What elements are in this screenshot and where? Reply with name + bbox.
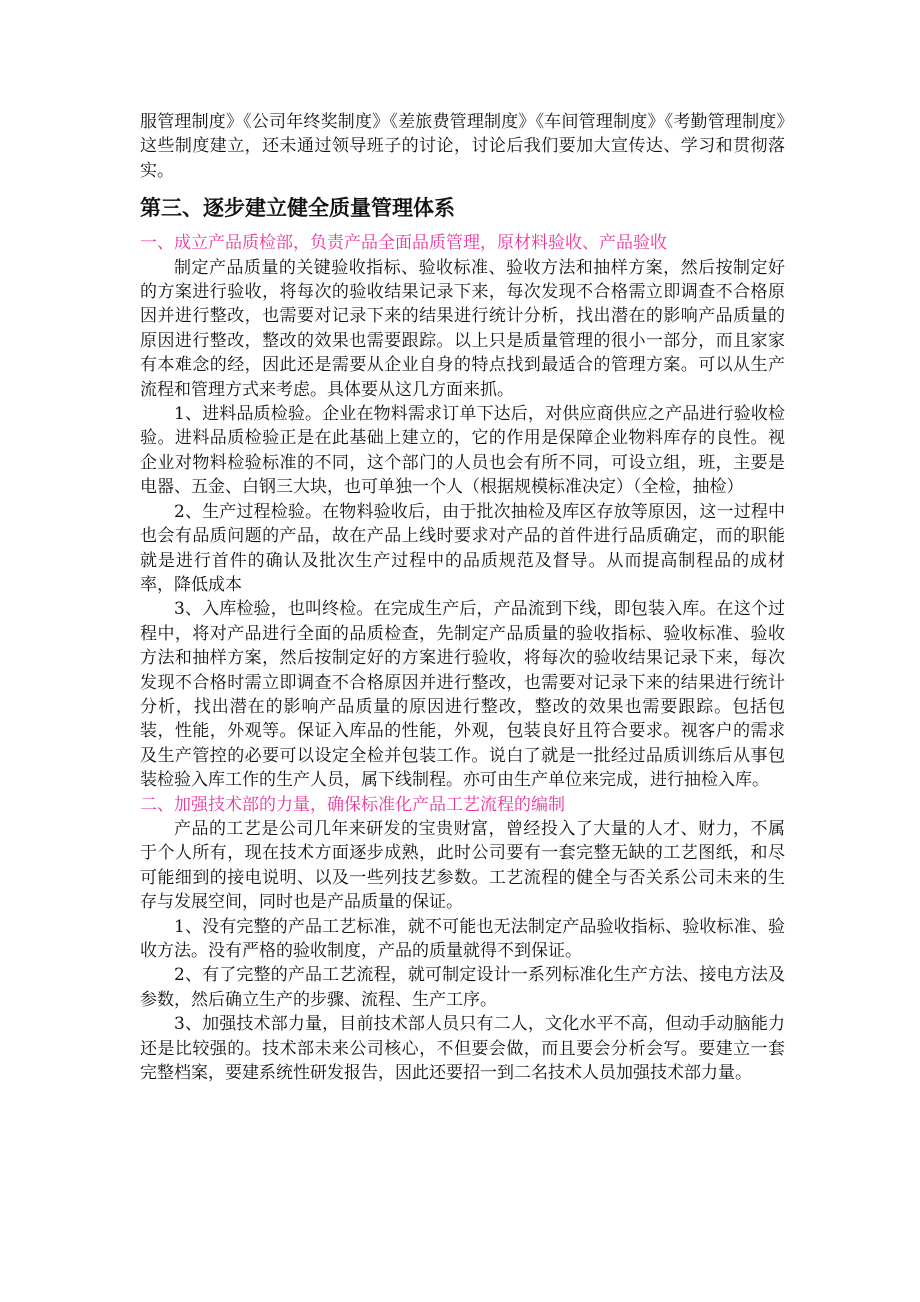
intro-paragraph: 服管理制度》《公司年终奖制度》《差旅费管理制度》《车间管理制度》《考勤管理制度》这些制度建立，还未通过领导班子的讨论，讨论后我们要加大宣传达、学习和贯彻落实。 — [140, 112, 785, 181]
subsection-1-paragraph-1: 制定产品质量的关键验收指标、验收标准、验收方法和抽样方案，然后按制定好的方案进行验收，将每次的验收结果记录下来，每次发现不合格需立即调查不合格原因并进行整改，也需要对记录下来的结果进行统计分析，找出潜在的影响产品质量的原因进行整改，整改的效果也需要跟踪。以上只是质量管理的很小一部分，而且家家有本难念的经，因此还是需要从企业自身的特点找到最适合的管理方案。可以从生产流程和管理方式来考虑。具体要从这几方面来抓。 — [140, 257, 785, 400]
section-heading: 第三、逐步建立健全质量管理体系 — [140, 196, 455, 221]
subsection-2-paragraph-2: 1、没有完整的产品工艺标准，就不可能也无法制定产品验收指标、验收标准、验收方法。没有严格的验收制度，产品的质量就得不到保证。 — [140, 916, 785, 961]
subsection-2-paragraph-1: 产品的工艺是公司几年来研发的宝贵财富，曾经投入了大量的人才、财力，不属于个人所有，现在技术方面逐步成熟，此时公司要有一套完整无缺的工艺图纸，和尽可能细到的接电说明、以及一些列技艺参数。工艺流程的健全与否关系公司未来的生存与发展空间，同时也是产品质量的保证。 — [140, 818, 785, 913]
subsection-1-paragraph-2: 1、进料品质检验。企业在物料需求订单下达后，对供应商供应之产品进行验收检验。进料品质检验正是在此基础上建立的，它的作用是保障企业物料库存的良性。视企业对物料检验标准的不同，这个部门的人员也会有所不同，可设立组，班，主要是电器、五金、白钢三大块，也可单独一个人（根据规模标准决定）（全检，抽检） — [140, 404, 785, 498]
subsection-2-paragraph-4: 3、加强技术部力量，目前技术部人员只有二人，文化水平不高，但动手动脑能力还是比较强的。技术部未来公司核心，不但要会做，而且要会分析会写。要建立一套完整档案，要建系统性研发报告，因此还要招一到二名技术人员加强技术部力量。 — [140, 1014, 785, 1084]
subsection-1-heading: 一、成立产品质检部，负责产品全面品质管理，原材料验收、产品验收 — [140, 233, 667, 254]
subsection-2-paragraph-3: 2、有了完整的产品工艺流程，就可制定设计一系列标准化生产方法、接电方法及参数，然后确立生产的步骤、流程、生产工序。 — [140, 965, 785, 1010]
document-page — [140, 110, 785, 1085]
subsection-1-paragraph-4: 3、入库检验，也叫终检。在完成生产后，产品流到下线，即包装入库。在这个过程中，将对产品进行全面的品质检查，先制定产品质量的验收指标、验收标准、验收方法和抽样方案，然后按制定好的方案进行验收，将每次的验收结果记录下来，每次发现不合格时需立即调查不合格原因并进行整改，也需要对记录下来的结果进行统计分析，找出潜在的影响产品质量的原因进行整改，整改的效果也需要跟踪。包括包装，性能，外观等。保证入库品的性能，外观，包装良好且符合要求。视客户的需求及生产管控的必要可以设定全检并包装工作。说白了就是一批经过品质训练后从事包装检验入库工作的生产人员，属下线制程。亦可由生产单位来完成，进行抽检入库。 — [140, 599, 785, 791]
subsection-1-paragraph-3: 2、生产过程检验。在物料验收后，由于批次抽检及库区存放等原因，这一过程中也会有品质问题的产品，故在产品上线时要求对产品的首件进行品质确定，而的职能就是进行首件的确认及批次生产过程中的品质规范及督导。从而提高制程品的成材率，降低成本 — [140, 501, 785, 595]
subsection-2-heading: 二、加强技术部的力量，确保标准化产品工艺流程的编制 — [140, 794, 565, 815]
